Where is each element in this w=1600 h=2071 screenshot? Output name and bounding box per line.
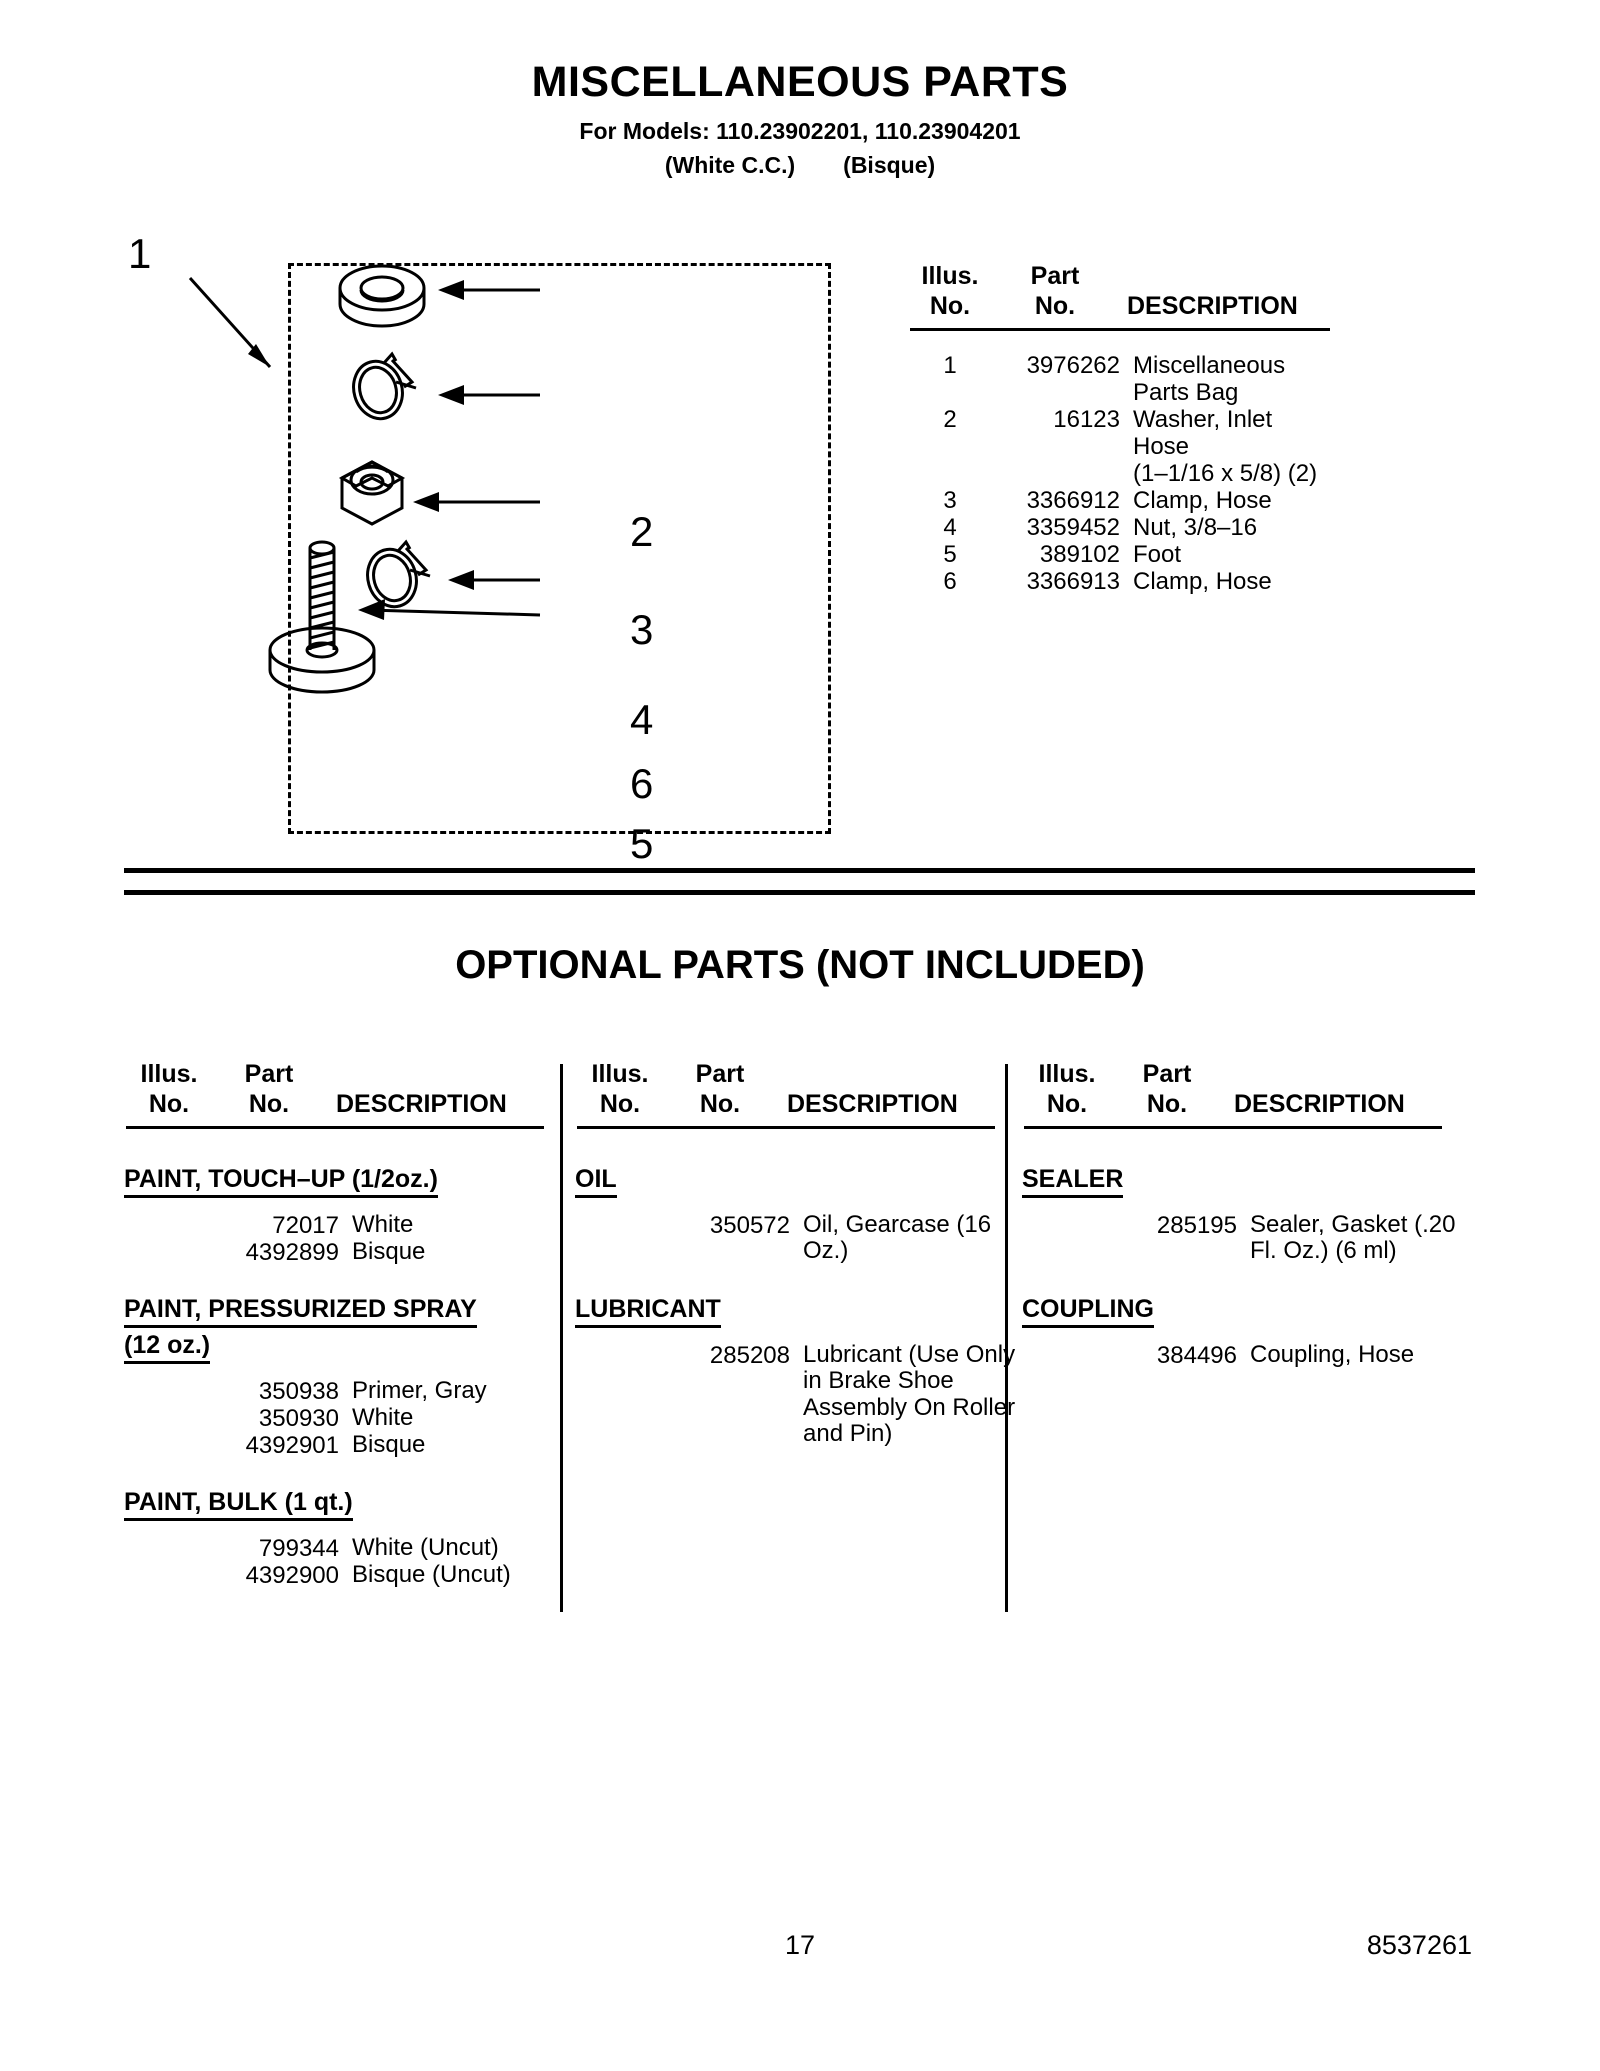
- list-item: [1022, 1342, 1462, 1369]
- cell-description: Clamp, Hose: [1133, 568, 1272, 595]
- header-illus-line1: Illus.: [591, 1060, 649, 1088]
- table-row: [905, 406, 1465, 433]
- optional-group: [124, 1296, 564, 1459]
- optional-group-title: LUBRICANT: [575, 1296, 721, 1328]
- optional-group-title: PAINT, PRESSURIZED SPRAY: [124, 1296, 477, 1328]
- header-part-line2: No.: [1146, 1090, 1188, 1118]
- footer-page-number: 17: [784, 1930, 816, 1960]
- cell-description: Primer, Gray: [352, 1377, 487, 1404]
- optional-column-header: [575, 1060, 1015, 1126]
- cell-part-no: 3366913: [1026, 568, 1120, 595]
- list-item: [124, 1405, 564, 1432]
- cell-description: Foot: [1133, 541, 1182, 568]
- optional-group: [124, 1166, 564, 1266]
- finishes-line: [0, 152, 1600, 179]
- parts-table-header: [905, 262, 1465, 328]
- cell-part-no: 3976262: [1026, 352, 1120, 379]
- optional-column-header: [1022, 1060, 1462, 1126]
- miscellaneous-parts-table: [905, 262, 1465, 595]
- optional-group-rows: [1022, 1212, 1462, 1266]
- list-item: [124, 1432, 564, 1459]
- cell-part-no: 72017: [272, 1212, 339, 1239]
- cell-description: Nut, 3/8–16: [1133, 514, 1258, 541]
- arrowhead-3: [438, 385, 464, 405]
- table-row: [905, 379, 1465, 406]
- optional-group-title: PAINT, TOUCH–UP (1/2oz.): [124, 1166, 438, 1198]
- list-item: [1022, 1212, 1462, 1266]
- cell-part-no: 4392900: [245, 1562, 339, 1589]
- optional-parts-columns: [0, 1060, 1600, 1620]
- optional-group-rows: [575, 1212, 1015, 1266]
- cell-description: White: [352, 1211, 414, 1238]
- optional-group: [1022, 1296, 1462, 1369]
- table-row: [905, 514, 1465, 541]
- cell-part-no: 16123: [1053, 406, 1120, 433]
- cell-description: Sealer, Gasket (.20 Fl. Oz.) (6 ml): [1250, 1211, 1456, 1265]
- cell-part-no: 350930: [258, 1405, 339, 1432]
- cell-part-no: 285208: [709, 1342, 790, 1369]
- optional-column-body: [1022, 1148, 1462, 1369]
- list-item: [124, 1239, 564, 1266]
- header-part-line1: Part: [1030, 262, 1080, 290]
- section-separator: [124, 868, 1475, 895]
- parts-table-header-rule: [910, 328, 1330, 331]
- cell-illus-no: 3: [943, 487, 957, 514]
- header-illus-line2: No.: [599, 1090, 641, 1118]
- cell-description: Lubricant (Use Only in Brake Shoe Assembly On Roller and Pin): [803, 1341, 1016, 1448]
- optional-group-title: PAINT, BULK (1 qt.): [124, 1489, 353, 1521]
- optional-column-header-rule: [577, 1126, 995, 1129]
- optional-group: [575, 1296, 1015, 1450]
- optional-column-header-rule: [126, 1126, 544, 1129]
- separator-rule-top: [124, 868, 1475, 873]
- arrowhead-2: [438, 280, 464, 300]
- header-illus-line2: No.: [148, 1090, 190, 1118]
- models-line: For Models: 110.23902201, 110.23904201: [579, 118, 1021, 144]
- cell-part-no: 3359452: [1026, 514, 1120, 541]
- cell-description: Miscellaneous: [1133, 352, 1286, 379]
- cell-description: White: [352, 1404, 414, 1431]
- table-row: [905, 568, 1465, 595]
- optional-group-rows: [1022, 1342, 1462, 1369]
- optional-group-title-line2: (12 oz.): [124, 1332, 210, 1364]
- leader-line-5: [370, 610, 540, 615]
- callout-label-6: 6: [630, 760, 654, 807]
- optional-column-header-rule: [1024, 1126, 1442, 1129]
- header-description: DESCRIPTION: [1234, 1090, 1405, 1118]
- header-description: DESCRIPTION: [787, 1090, 958, 1118]
- cell-part-no: 285195: [1156, 1212, 1237, 1239]
- cell-illus-no: 1: [943, 352, 957, 379]
- washer: [340, 266, 424, 326]
- cell-illus-no: 2: [943, 406, 957, 433]
- optional-group-rows: [575, 1342, 1015, 1450]
- header-description: DESCRIPTION: [1127, 292, 1298, 320]
- leveling-foot: [270, 542, 374, 692]
- cell-part-no: 350938: [258, 1378, 339, 1405]
- list-item: [124, 1562, 564, 1589]
- callout-label-2: 2: [630, 508, 654, 555]
- arrowhead-6: [448, 570, 474, 590]
- optional-column-1: [124, 1060, 564, 1589]
- optional-group-rows: [124, 1212, 564, 1266]
- callout-label-5: 5: [630, 820, 654, 867]
- arrowhead-5: [358, 599, 385, 620]
- callout-label-1: 1: [128, 230, 152, 277]
- cell-description: (1–1/16 x 5/8) (2): [1133, 460, 1318, 487]
- optional-group-title: OIL: [575, 1166, 617, 1198]
- hose-clamp-lower: [361, 542, 430, 612]
- optional-column-body: [575, 1148, 1015, 1450]
- header-illus-line1: Illus.: [140, 1060, 198, 1088]
- header-illus-line1: Illus.: [921, 262, 979, 290]
- illustration-drawing: [120, 230, 880, 870]
- cell-part-no: 4392901: [245, 1432, 339, 1459]
- header-illus-line1: Illus.: [1038, 1060, 1096, 1088]
- cell-description: Bisque: [352, 1238, 426, 1265]
- finish-left-label: (White C.C.): [664, 152, 796, 178]
- table-row: [905, 460, 1465, 487]
- header-part-line2: No.: [248, 1090, 290, 1118]
- cell-description: Oil, Gearcase (16 Oz.): [803, 1211, 992, 1265]
- table-row: [905, 433, 1465, 460]
- cell-part-no: 389102: [1039, 541, 1120, 568]
- header-part-line1: Part: [695, 1060, 745, 1088]
- table-row: [905, 352, 1465, 379]
- optional-column-2: [575, 1060, 1016, 1448]
- header-part-line2: No.: [699, 1090, 741, 1118]
- cell-part-no: 384496: [1156, 1342, 1237, 1369]
- list-item: [575, 1212, 1015, 1266]
- cell-description: Clamp, Hose: [1133, 487, 1272, 514]
- optional-column-3: [1022, 1060, 1462, 1369]
- callout-label-3: 3: [630, 606, 654, 653]
- hose-clamp-upper: [347, 354, 416, 424]
- optional-column-header: [124, 1060, 564, 1126]
- cell-description: White (Uncut): [352, 1534, 499, 1561]
- cell-part-no: 3366912: [1026, 487, 1120, 514]
- header-part-line2: No.: [1034, 292, 1076, 320]
- callout-label-4: 4: [630, 696, 654, 743]
- optional-group: [575, 1166, 1015, 1266]
- hex-nut: [342, 462, 402, 524]
- cell-description: Hose: [1133, 433, 1190, 460]
- cell-part-no: 4392899: [245, 1239, 339, 1266]
- cell-part-no: 799344: [258, 1535, 339, 1562]
- list-item: [124, 1212, 564, 1239]
- table-row: [905, 541, 1465, 568]
- optional-group-rows: [124, 1378, 564, 1459]
- optional-column-body: [124, 1148, 564, 1589]
- optional-group: [1022, 1166, 1462, 1266]
- cell-part-no: 350572: [709, 1212, 790, 1239]
- optional-group-title: COUPLING: [1022, 1296, 1154, 1328]
- header-part-line1: Part: [244, 1060, 294, 1088]
- footer-document-number: 8537261: [1366, 1930, 1472, 1960]
- list-item: [124, 1535, 564, 1562]
- optional-parts-title: OPTIONAL PARTS (NOT INCLUDED): [455, 943, 1145, 987]
- cell-description: Coupling, Hose: [1250, 1341, 1415, 1368]
- header-illus-line2: No.: [1046, 1090, 1088, 1118]
- finish-right-label: (Bisque): [843, 152, 936, 178]
- header-illus-line2: No.: [929, 292, 971, 320]
- separator-rule-bottom: [124, 890, 1475, 895]
- list-item: [575, 1342, 1015, 1450]
- cell-description: Washer, Inlet: [1133, 406, 1273, 433]
- table-row: [905, 487, 1465, 514]
- optional-group-rows: [124, 1535, 564, 1589]
- cell-illus-no: 5: [943, 541, 957, 568]
- header-part-line1: Part: [1142, 1060, 1192, 1088]
- arrowhead-4: [413, 492, 439, 512]
- parts-table-body: [905, 352, 1465, 595]
- cell-description: Parts Bag: [1133, 379, 1239, 406]
- optional-group: [124, 1489, 564, 1589]
- list-item: [124, 1378, 564, 1405]
- cell-illus-no: 6: [943, 568, 957, 595]
- optional-group-title: SEALER: [1022, 1166, 1123, 1198]
- parts-illustration: [120, 230, 880, 870]
- cell-description: Bisque: [352, 1431, 426, 1458]
- header-description: DESCRIPTION: [336, 1090, 507, 1118]
- page-title: MISCELLANEOUS PARTS: [531, 58, 1069, 106]
- cell-illus-no: 4: [943, 514, 957, 541]
- cell-description: Bisque (Uncut): [352, 1561, 511, 1588]
